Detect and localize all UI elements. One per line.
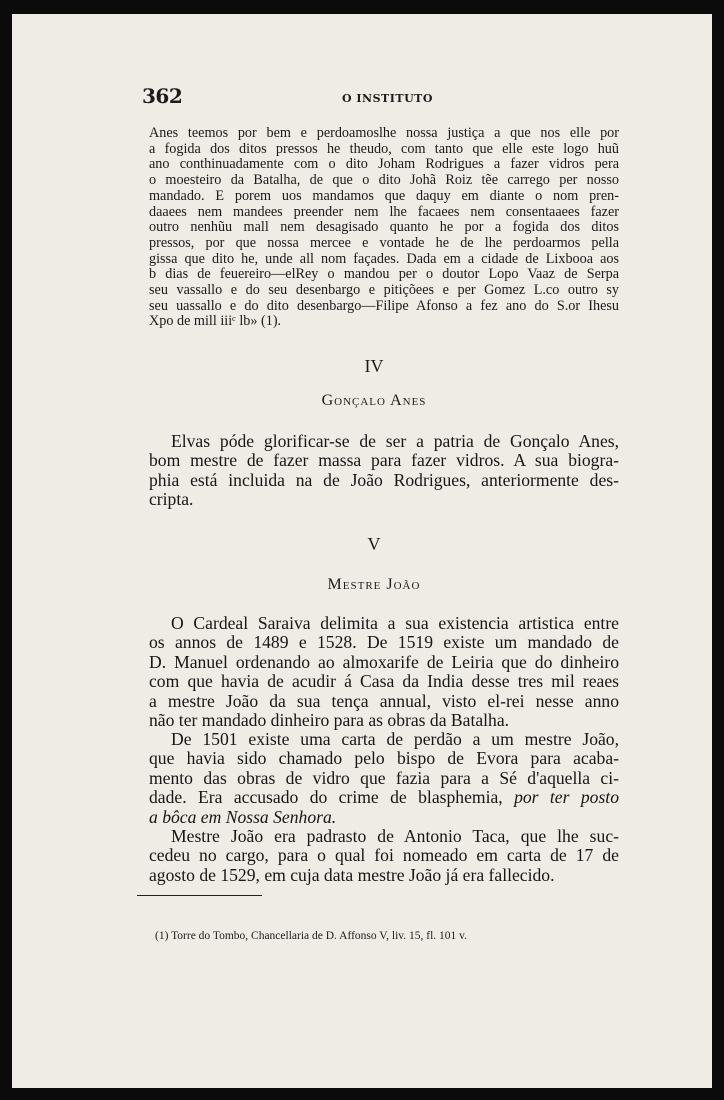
document-line: daaees nem mandees preender nem lhe facaees nem consentaaees fazer [149, 203, 619, 220]
document-line: mandado. E porem uos mandamos que daquy em diante o nom pren- [149, 187, 619, 204]
paragraph-line: Mestre João era padrasto de Antonio Taca, que lhe suc- [171, 826, 619, 846]
section-v-number: V [367, 534, 381, 554]
document-line: a fogida dos ditos pressos he theudo, com tanto que elle este logo huũ [149, 140, 619, 157]
paragraph-line: cripta. [149, 489, 194, 510]
running-title: O INSTITUTO [342, 92, 433, 105]
paragraph-line: De 1501 existe uma carta de perdão a um mestre João, [171, 729, 619, 749]
section-v-title: Mestre João [327, 576, 421, 593]
document-line: Anes teemos por bem e perdoamoslhe nossa justiça a que nos elle por [149, 125, 619, 141]
paragraph-line [149, 788, 619, 807]
paragraph-line: a mestre João da sua tença annual, visto el-rei nesse anno [149, 690, 619, 711]
document-line: gissa que dito he, unde all nom façades. Dada em a cidade de Lixbooa aos [149, 250, 619, 267]
document-line: ano conthinuadamente com o dito Joham Rodrigues a fazer vidros pera [149, 156, 619, 173]
page-number: 362 [142, 84, 183, 108]
section-iv-title: Gonçalo Anes [321, 392, 427, 409]
paragraph-line: mento das obras de vidro que fazia para a Sé d'aquella ci- [149, 767, 619, 788]
paragraph-line [149, 808, 619, 827]
paragraph-line: bom mestre de fazer massa para fazer vidros. A sua biogra- [149, 450, 619, 471]
book-page [12, 14, 712, 1088]
document-line: Xpo de mill iiiᶜ lb» (1). [149, 313, 282, 330]
italic-phrase: a bôca em Nossa Senhora. [149, 806, 337, 827]
document-line: o moesteiro da Batalha, de que o dito Johã Roiz tẽe carrego per nosso [149, 172, 619, 189]
paragraph-line: com que havia de acudir á Casa da India desse tres mil reaes [149, 671, 619, 692]
quoted-document [149, 126, 619, 330]
document-line: b dias de feuereiro—elRey o mandou per o doutor Lopo Vaaz de Serpa [149, 266, 619, 283]
footnote-divider [137, 895, 262, 896]
document-line: pressos, por que nossa mercee e vontade he de lhe perdoarmos pella [149, 234, 619, 251]
paragraph-line: agosto de 1529, em cuja data mestre João já era fallecido. [149, 864, 555, 885]
section-v-paragraph-1 [149, 614, 619, 730]
section-iv-paragraph [149, 432, 619, 510]
section-v-paragraph-2 [149, 730, 619, 827]
paragraph-line: O Cardeal Saraiva delimita a sua existencia artistica entre [171, 613, 619, 633]
section-iv-number: IV [364, 356, 384, 376]
paragraph-line: phia está incluida na de João Rodrigues, anteriormente des- [149, 469, 619, 490]
paragraph-line: D. Manuel ordenando ao almoxarife de Leiria que do dinheiro [149, 651, 619, 672]
section-v-paragraph-3 [149, 827, 619, 885]
paragraph-line: Elvas póde glorificar-se de ser a patria de Gonçalo Anes, [171, 431, 619, 451]
document-line: seu uassallo e do dito desenbargo—Filipe Afonso a fez ano do S.or Ihesu [149, 297, 619, 314]
italic-phrase: por ter posto [514, 787, 619, 808]
paragraph-line: não ter mandado dinheiro para as obras da Batalha. [149, 710, 510, 731]
paragraph-line: cedeu no cargo, para o qual foi nomeado em carta de 17 de [149, 845, 619, 866]
paragraph-line: os annos de 1489 e 1528. De 1519 existe um mandado de [149, 632, 619, 653]
paragraph-line: que havia sido chamado pelo bispo de Evora para acaba- [149, 748, 619, 769]
document-line: seu vassallo e do seu desenbargo e pitiçõees e per Gomez L.co outro sy [149, 282, 619, 299]
footnote: (1) Torre do Tombo, Chancellaria de D. Affonso V, liv. 15, fl. 101 v. [155, 930, 468, 942]
line-text: dade. Era accusado do crime de blasphemia, [149, 787, 503, 808]
document-line: outro nenhũu mall nem desagisado quanto he por a fogida dos ditos [149, 219, 619, 236]
